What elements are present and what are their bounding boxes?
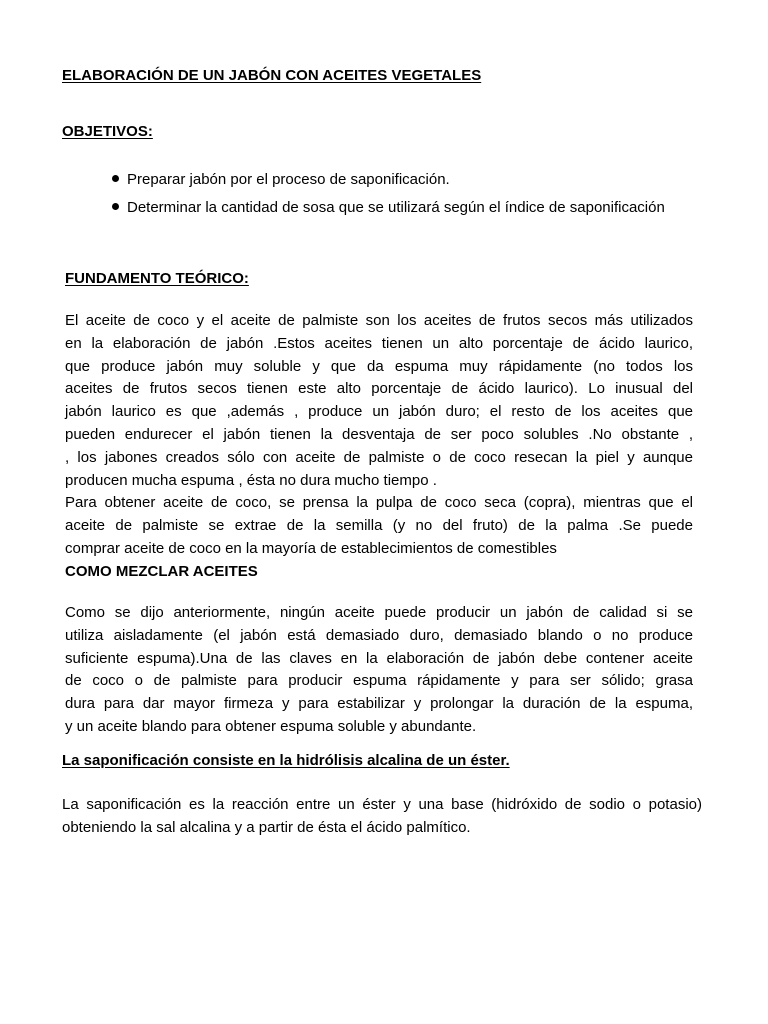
text-line: pueden endurecer el jabón tienen la desventaja de ser poco solubles .No obstante , [65, 425, 693, 443]
objetivos-heading: OBJETIVOS: [62, 123, 153, 140]
saponificacion-paragraph [62, 794, 702, 840]
text-line: que produce jabón muy soluble y que da espuma muy rápidamente (no todos los [65, 357, 693, 375]
text-line: aceite de palmiste se extrae de la semilla (y no del fruto) de la palma .Se puede [65, 517, 693, 535]
text-line: producen mucha espuma , ésta no dura mucho tiempo . [65, 471, 437, 489]
text-line: El aceite de coco y el aceite de palmiste son los aceites de frutos secos más utilizados [65, 312, 693, 329]
text-line: obteniendo la sal alcalina y a partir de ésta el ácido palmítico. [62, 818, 471, 836]
bullet-icon [112, 203, 119, 210]
text-line: Como se dijo anteriormente, ningún aceite puede producir un jabón de calidad si se [65, 604, 693, 621]
objetivo-item [112, 171, 450, 188]
text-line: suficiente espuma).Una de las claves en la elaboración de jabón debe contener aceite [65, 649, 693, 667]
objetivo-text: Preparar jabón por el proceso de saponificación. [127, 171, 450, 188]
saponificacion-heading: La saponificación consiste en la hidrólisis alcalina de un éster. [62, 752, 510, 769]
fundamento-heading: FUNDAMENTO TEÓRICO: [65, 270, 249, 287]
mezclar-paragraph [65, 602, 693, 739]
mezclar-heading: COMO MEZCLAR ACEITES [65, 563, 258, 580]
text-line: comprar aceite de coco en la mayoría de establecimientos de comestibles [65, 539, 557, 557]
text-line: dura para dar mayor firmeza y para estabilizar y prolongar la duración de la espuma, [65, 695, 693, 713]
text-line: utiliza aisladamente (el jabón está demasiado duro, demasiado blando o no produce [65, 626, 693, 644]
objetivo-text: Determinar la cantidad de sosa que se utilizará según el índice de saponificación [127, 199, 665, 216]
text-line: Para obtener aceite de coco, se prensa la pulpa de coco seca (copra), mientras que el [65, 494, 693, 512]
text-line: La saponificación es la reacción entre un éster y una base (hidróxido de sodio o potasio) [62, 796, 702, 813]
document-title: ELABORACIÓN DE UN JABÓN CON ACEITES VEGETALES [62, 67, 482, 84]
bullet-icon [112, 175, 119, 182]
text-line: , los jabones creados sólo con aceite de palmiste o de coco resecan la piel y aunque [65, 448, 693, 466]
text-line: aceites de frutos secos tienen este alto porcentaje de ácido laurico). Lo inusual del [65, 380, 693, 398]
text-line: en la elaboración de jabón .Estos aceites tienen un alto porcentaje de ácido laurico, [65, 334, 693, 352]
objetivo-item [112, 199, 665, 216]
text-line: y un aceite blando para obtener espuma soluble y abundante. [65, 717, 477, 735]
text-line: de coco o de palmiste para producir espuma rápidamente y para ser sólido; grasa [65, 672, 693, 690]
text-line: jabón laurico es que ,además , produce un jabón duro; el resto de los aceites que [65, 403, 693, 421]
fundamento-paragraph-1 [65, 310, 693, 561]
